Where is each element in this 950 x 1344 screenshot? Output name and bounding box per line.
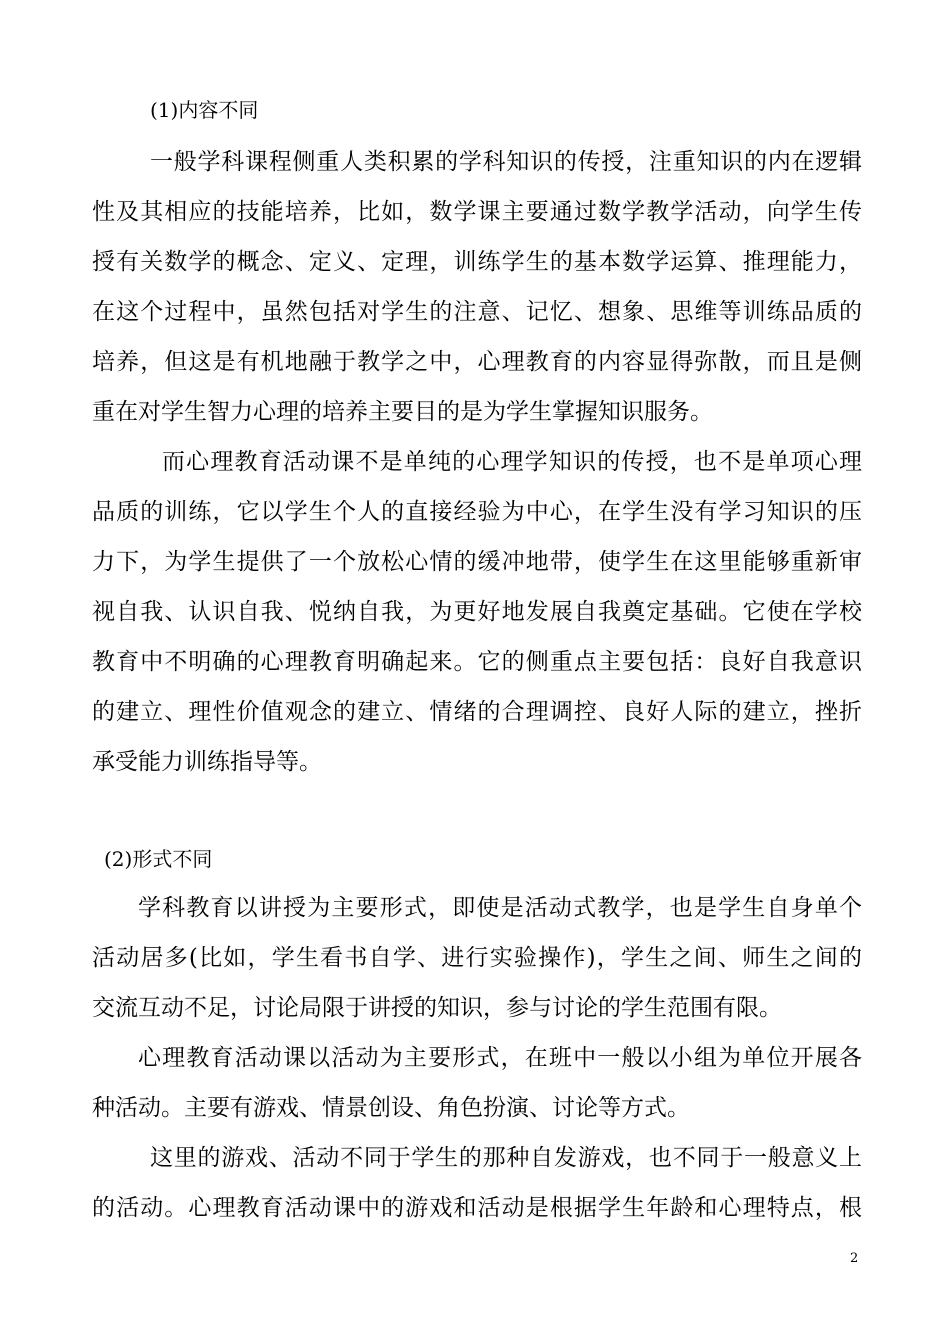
text-line: 力下，为学生提供了一个放松心情的缓冲地带，使学生在这里能够重新审 [92, 549, 862, 575]
text-line: 培养，但这是有机地融于教学之中，心理教育的内容显得弥散，而且是侧 [92, 349, 862, 375]
text-line: 授有关数学的概念、定义、定理，训练学生的基本数学运算、推理能力， [92, 249, 862, 275]
text-line: 重在对学生智力心理的培养主要目的是为学生掌握知识服务。 [92, 399, 713, 425]
text-line: 教育中不明确的心理教育明确起来。它的侧重点主要包括：良好自我意识 [92, 649, 862, 675]
text-line: 品质的训练，它以学生个人的直接经验为中心，在学生没有学习知识的压 [92, 499, 862, 525]
text-line: 活动居多(比如，学生看书自学、进行实验操作)，学生之间、师生之间的 [92, 945, 862, 971]
text-line: 种活动。主要有游戏、情景创设、角色扮演、讨论等方式。 [92, 1095, 690, 1121]
text-line: 学科教育以讲授为主要形式，即使是活动式教学，也是学生自身单个 [138, 895, 862, 921]
text-line: 的建立、理性价值观念的建立、情绪的合理调控、良好人际的建立，挫折 [92, 699, 862, 725]
text-line: 的活动。心理教育活动课中的游戏和活动是根据学生年龄和心理特点，根 [92, 1195, 862, 1221]
text-line: 在这个过程中，虽然包括对学生的注意、记忆、想象、思维等训练品质的 [92, 299, 862, 325]
text-line: 而心理教育活动课不是单纯的心理学知识的传授，也不是单项心理 [162, 449, 862, 475]
text-line: 性及其相应的技能培养，比如，数学课主要通过数学教学活动，向学生传 [92, 199, 862, 225]
text-line: 交流互动不足，讨论局限于讲授的知识，参与讨论的学生范围有限。 [92, 995, 782, 1021]
page-number: 2 [850, 1251, 859, 1266]
text-line: 承受能力训练指导等。 [92, 749, 322, 775]
text-line: 心理教育活动课以活动为主要形式，在班中一般以小组为单位开展各 [138, 1045, 862, 1071]
text-line: 视自我、认识自我、悦纳自我，为更好地发展自我奠定基础。它使在学校 [92, 599, 862, 625]
text-line: 这里的游戏、活动不同于学生的那种自发游戏，也不同于一般意义上 [150, 1145, 862, 1171]
text-line: 一般学科课程侧重人类积累的学科知识的传授，注重知识的内在逻辑 [150, 149, 862, 175]
section-2-heading: (2)形式不同 [104, 847, 213, 871]
section-1-heading: (1)内容不同 [150, 98, 259, 122]
